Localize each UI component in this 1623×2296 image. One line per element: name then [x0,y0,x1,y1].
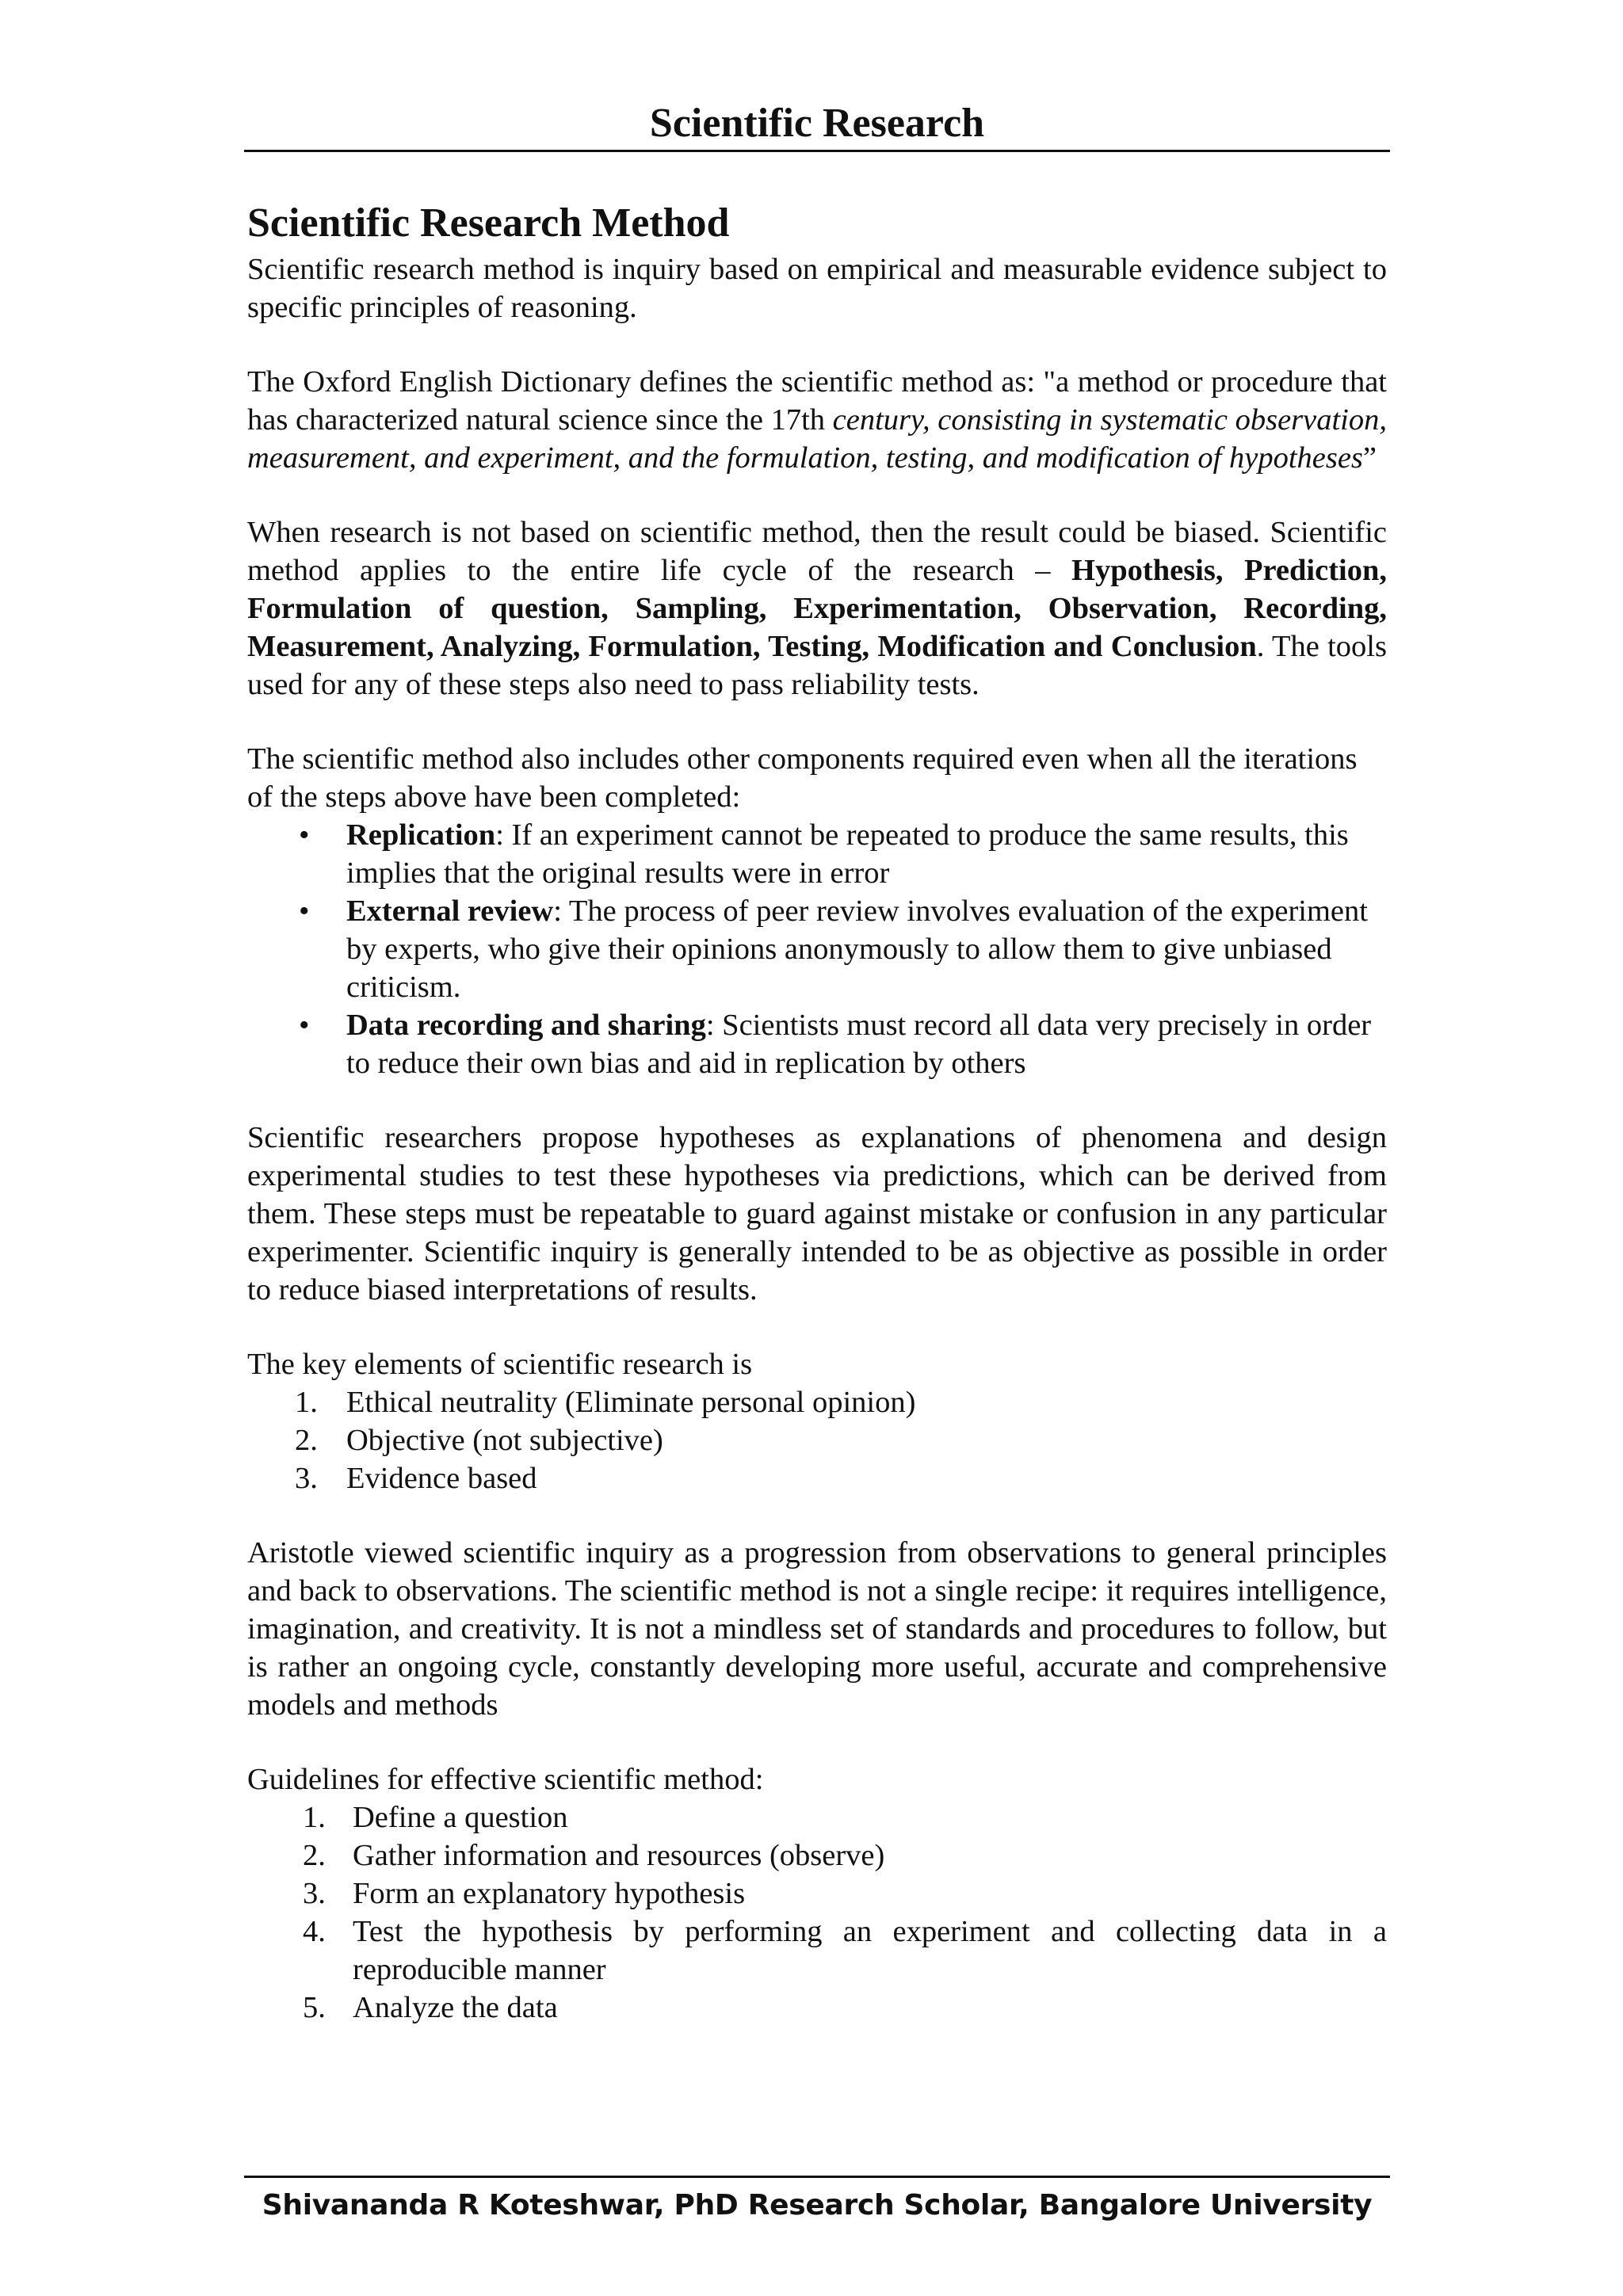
bullet-text: : Scientists must record all data very precisely in order to reduce their own bias and aid in replication by others [346,1009,1372,1080]
list-item-text: Objective (not subjective) [346,1424,663,1457]
guidelines-intro: Guidelines for effective scientific method: [247,1763,764,1796]
list-item-text: Gather information and resources (observe) [353,1839,885,1872]
bullet-icon: • [299,894,310,928]
list-item [247,1989,1387,2027]
bullet-term: Replication [346,818,496,852]
list-number: 3. [303,1877,326,1910]
bullet-term: External review [346,894,554,928]
oxford-definition-paragraph [247,363,1387,477]
list-item-text: Test the hypothesis by performing an experiment and collecting data in a reproducible manner [353,1915,1387,1986]
life-cycle-steps: Hypothesis, Prediction, Formulation of question, Sampling, Experimentation, Observation, Recording, Measurement, Analyzing, Formulation, Testing, Modification and Conclusion [247,554,1388,663]
key-elements-intro: The key elements of scientific research is [247,1348,753,1381]
bullet-text: : If an experiment cannot be repeated to produce the same results, this implies that the original results were in error [346,818,1349,890]
list-item [247,1836,1387,1875]
list-item-text: Define a question [353,1801,568,1834]
page-footer: Shivananda R Koteshwar, PhD Research Scholar, Bangalore University [262,2189,1373,2222]
aristotle-paragraph: Aristotle viewed scientific inquiry as a progression from observations to general principles and back to observations. The scientific method is not a single recipe: it requires intelligence, imagination, and creativity. It is not a mindless set of standards and procedures to follow, but is rather an ongoing cycle, constantly developing more useful, accurate and comprehensive models and methods [247,1536,1387,1722]
list-number: 1. [303,1801,326,1834]
life-cycle-paragraph [247,513,1387,704]
list-number: 1. [295,1386,318,1419]
list-number: 2. [295,1424,318,1457]
life-cycle-tools: . The tools used for any of these steps also need to pass reliability tests. [247,630,1387,701]
footer-rule [244,2176,1390,2178]
bullet-term: Data recording and sharing [346,1009,706,1042]
oxford-definition-plain: The Oxford English Dictionary defines the scientific method as: "a method or procedure that has characterized natural science since the 17th [247,365,1387,437]
components-list [247,816,1387,1082]
list-item [247,1383,1387,1421]
list-number: 4. [303,1915,326,1948]
bullet-icon: • [299,818,310,852]
list-item [247,1798,1387,1836]
list-item [247,1459,1387,1497]
list-item [247,816,1387,892]
list-number: 3. [295,1462,318,1495]
bullet-icon: • [299,1009,310,1042]
list-item [247,1421,1387,1459]
list-item [247,1875,1387,1913]
oxford-definition-quote: century, consisting in systematic observation, measurement, and experiment, and the formulation, testing, and modification of hypotheses [247,403,1387,475]
list-item [247,1913,1387,1989]
section-title: Scientific Research Method [247,200,730,246]
list-item-text: Form an explanatory hypothesis [353,1877,746,1910]
list-item [247,1006,1387,1082]
intro-paragraph: Scientific research method is inquiry based on empirical and measurable evidence subject to specific principles of reasoning. [247,253,1387,324]
bullet-text: : The process of peer review involves evaluation of the experiment by experts, who give their opinions anonymously to allow them to give unbiased criticism. [346,894,1368,1004]
list-item-text: Analyze the data [353,1991,558,2024]
page-header-title: Scientific Research [649,101,985,146]
document-body [247,198,1387,2027]
oxford-definition-close-quote: ” [1362,441,1377,475]
life-cycle-intro: When research is not based on scientific method, then the result could be biased. Scientific method applies to the entire life cycle of the research – [247,516,1387,587]
components-intro-paragraph: The scientific method also includes other components required even when all the iterations of the steps above have been completed: [247,742,1358,814]
list-item-text: Evidence based [346,1462,537,1495]
list-item-text: Ethical neutrality (Eliminate personal opinion) [346,1386,916,1419]
key-elements-list [247,1383,1387,1497]
list-item [247,892,1387,1006]
header-rule [244,150,1390,152]
guidelines-list [247,1798,1387,2027]
list-number: 5. [303,1991,326,2024]
hypotheses-paragraph: Scientific researchers propose hypotheses as explanations of phenomena and design experimental studies to test these hypotheses via predictions, which can be derived from them. These steps must be repeatable to guard against mistake or confusion in any particular experimenter. Scientific inquiry is generally intended to be as objective as possible in order to reduce biased interpretations of results. [247,1121,1387,1306]
list-number: 2. [303,1839,326,1872]
